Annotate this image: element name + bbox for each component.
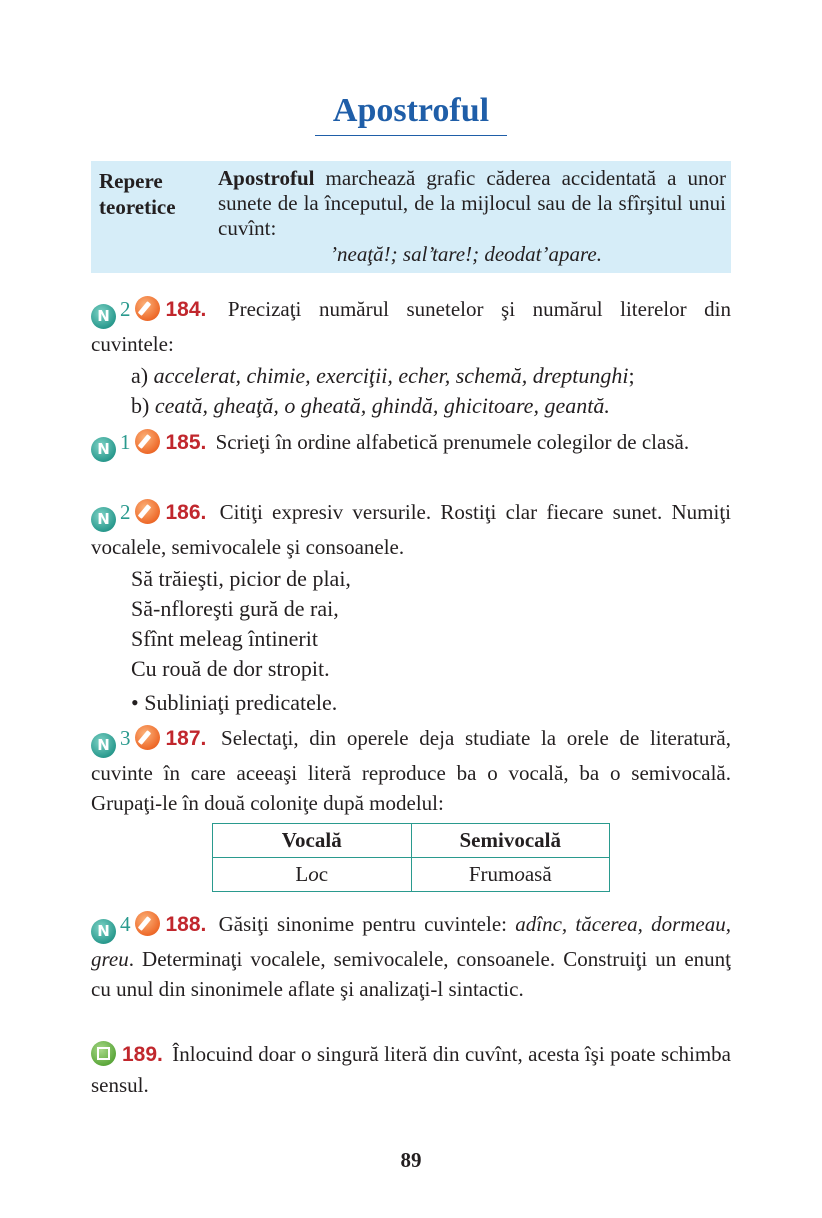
- exercise-text: Înlocuind doar o singură literă din cuvînt, acesta îşi poate schimba sensul.: [91, 1042, 731, 1097]
- exercise-text: . Determinaţi vocalele, semivocalele, consoanele. Construiţi un enunţ cu unul din sinonimele aflate şi analizaţi-l sintactic.: [91, 947, 731, 1001]
- level-number: 3: [120, 726, 131, 750]
- table-header: Semivocală: [411, 824, 610, 858]
- exercise-184: [91, 294, 731, 421]
- pencil-icon: [135, 911, 160, 936]
- title-underline: [315, 135, 507, 136]
- page-number: 89: [400, 1148, 422, 1172]
- exercise-186: [91, 497, 731, 718]
- exercise-item-a: [91, 361, 731, 391]
- level-number: 4: [120, 912, 131, 936]
- pencil-icon: [135, 429, 160, 454]
- exercise-item-b: [91, 391, 731, 421]
- table-cell: [411, 858, 610, 892]
- level-icon: N: [91, 733, 116, 758]
- exercise-number: 188.: [165, 913, 207, 936]
- item-words: ceată, gheaţă, o gheată, ghindă, ghicitoare, geantă.: [154, 393, 610, 418]
- level-number: 2: [120, 297, 131, 321]
- table-cell: [213, 858, 412, 892]
- exercise-text: Precizaţi numărul sunetelor şi numărul literelor din cuvintele:: [91, 297, 731, 356]
- table-header: Vocală: [213, 824, 412, 858]
- exercise-words: adînc, tăcerea, dormeau, greu: [91, 912, 731, 971]
- cell-text: c: [318, 862, 329, 886]
- level-number: 2: [120, 500, 131, 524]
- theory-box: [91, 161, 731, 273]
- exercise-number: 186.: [165, 501, 207, 524]
- exercise-188: [91, 909, 731, 1004]
- table-header-row: [213, 824, 610, 858]
- model-table: [212, 823, 610, 892]
- item-label: b): [131, 393, 155, 418]
- pencil-icon: [135, 725, 160, 750]
- exercise-text: Selectaţi, din operele deja studiate la orele de literatură, cuvinte în care aceeaşi literă reproduce ba o vocală, ba o semivocală. Grupaţi-le în două coloniţe după modelul:: [91, 726, 731, 815]
- verse-block: [91, 564, 731, 718]
- exercise-number: 185.: [165, 431, 207, 454]
- exercise-number: 189.: [122, 1043, 163, 1066]
- theory-text: [218, 166, 726, 241]
- verse-line: Să trăieşti, picior de plai,: [131, 566, 351, 591]
- cell-text: L: [295, 862, 309, 886]
- game-icon: [91, 1041, 116, 1066]
- item-end: ;: [628, 363, 635, 388]
- level-icon: N: [91, 919, 116, 944]
- verse-line: Să-nfloreşti gură de rai,: [131, 596, 339, 621]
- exercise-number: 187.: [165, 727, 207, 750]
- theory-label-line2: teoretice: [99, 195, 176, 219]
- exercise-185: [91, 427, 731, 462]
- item-words: accelerat, chimie, exerciţii, echer, schemă, dreptunghi: [153, 363, 629, 388]
- cell-letter: o: [308, 862, 319, 886]
- level-number: 1: [120, 430, 131, 454]
- exercise-187: [91, 723, 731, 818]
- cell-letter: o: [514, 862, 525, 886]
- level-icon: N: [91, 437, 116, 462]
- table-row: [213, 858, 610, 892]
- page-title: Apostroful: [332, 92, 490, 129]
- item-label: a): [131, 363, 154, 388]
- level-icon: N: [91, 304, 116, 329]
- theory-label: [99, 168, 176, 220]
- theory-example: ’neaţă!; sal’tare!; deodat’apare.: [330, 242, 602, 266]
- level-icon: N: [91, 507, 116, 532]
- verse-line: Sfînt meleag întinerit: [131, 626, 318, 651]
- task-line: • Subliniaţi predicatele.: [131, 690, 338, 715]
- pencil-icon: [135, 296, 160, 321]
- theory-term: Apostroful: [218, 166, 315, 190]
- cell-text: asă: [524, 862, 552, 886]
- pencil-icon: [135, 499, 160, 524]
- exercise-number: 184.: [165, 298, 207, 321]
- exercise-text: Scrieţi în ordine alfabetică prenumele colegilor de clasă.: [210, 430, 690, 454]
- exercise-text: Citiţi expresiv versurile. Rostiţi clar fiecare sunet. Numiţi vocalele, semivocalele şi consoanele.: [91, 500, 731, 559]
- cell-text: Frum: [468, 862, 515, 886]
- exercise-text: Găsiţi sinonime pentru cuvintele:: [210, 912, 516, 936]
- theory-label-line1: Repere: [99, 169, 163, 193]
- theory-body: marchează grafic căderea accidentată a unor sunete de la începutul, de la mijlocul sau de la sfîrşitul unui cuvînt:: [218, 166, 726, 240]
- exercise-189: [91, 1039, 731, 1100]
- verse-line: Cu rouă de dor stropit.: [131, 656, 330, 681]
